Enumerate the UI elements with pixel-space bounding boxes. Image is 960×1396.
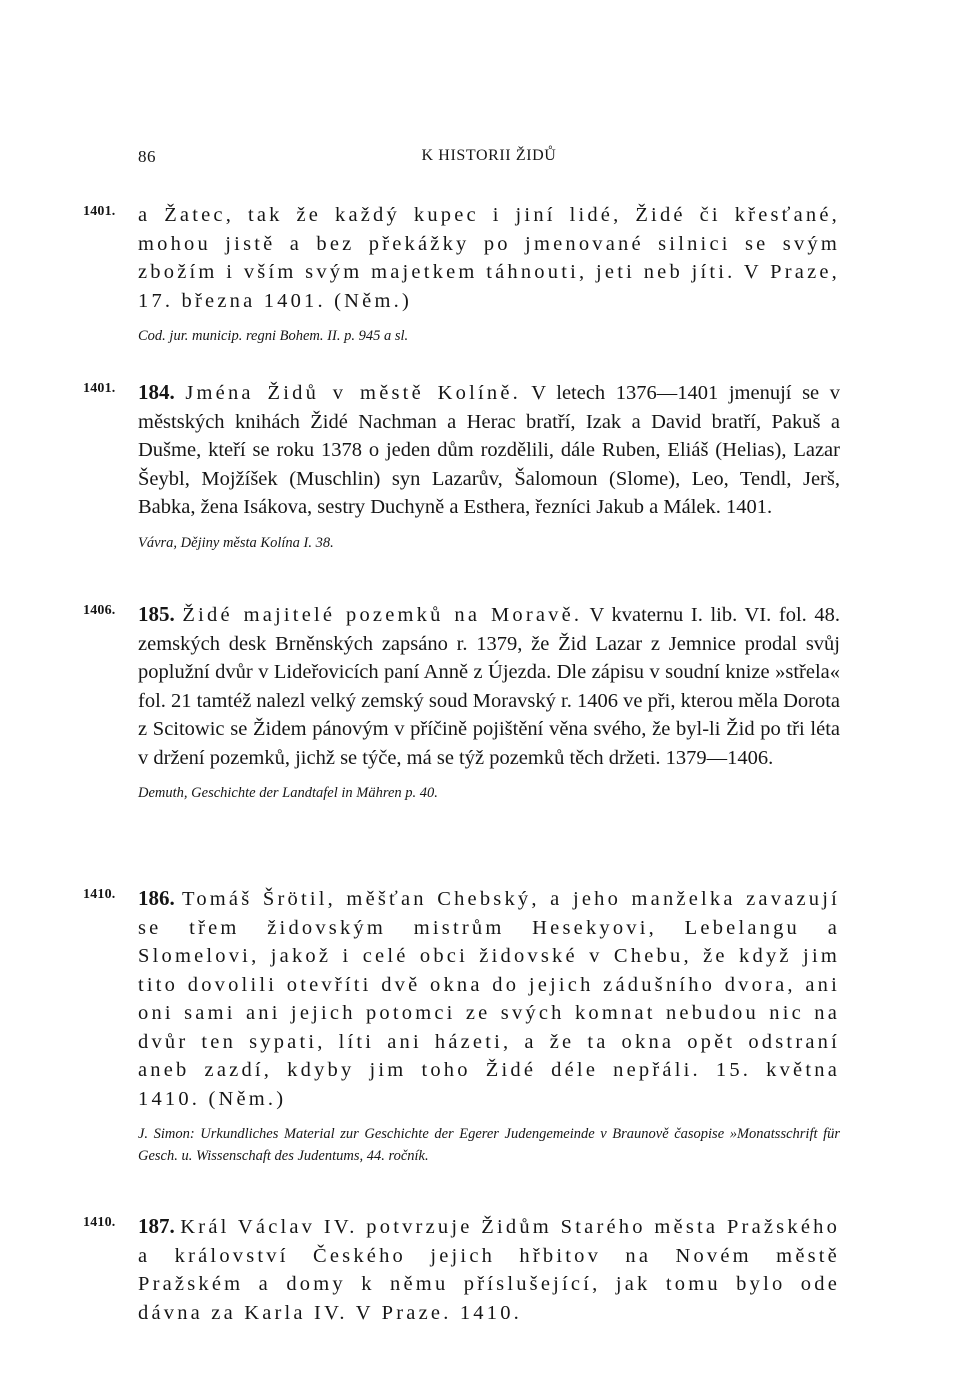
entry-year: 1401. <box>83 204 116 219</box>
entry-187 <box>83 1212 841 1327</box>
entry-185 <box>83 600 841 804</box>
entry-year: 1406. <box>83 603 116 618</box>
running-header <box>138 147 840 171</box>
entry-continuation <box>83 201 840 347</box>
entry-body: a Žatec, tak že každý kupec i jiní lidé, Židé či křesťané, mohou jistě a bez překážky po jmenované silnici se svým zbožím i vším svým majetkem táhnouti, jeti neb jíti. V Praze, 17. března 1401. (Něm.) <box>138 204 840 312</box>
entry-title: Jména Židů v městě Kolíně. <box>185 382 521 404</box>
entry-source: J. Simon: Urkundliches Material zur Geschichte der Egerer Judengemeinde v Braunově časopise »Monatsschrift für Gesch. u. Wissenschaft des Judentums, 44. ročník. <box>138 1126 840 1164</box>
entry-number: 187. <box>138 1214 175 1238</box>
entry-year: 1410. <box>83 887 116 902</box>
entry-text <box>138 378 840 522</box>
entry-year: 1410. <box>83 1215 116 1230</box>
entry-number: 184. <box>138 380 175 404</box>
entry-number: 185. <box>138 602 175 626</box>
entry-source: Vávra, Dějiny města Kolína I. 38. <box>138 534 334 551</box>
entry-text <box>138 1212 840 1327</box>
entry-text <box>138 600 840 772</box>
page-title: K HISTORII ŽIDŮ <box>421 147 557 164</box>
entry-number: 186. <box>138 886 175 910</box>
entry-body: Král Václav IV. potvrzuje Židům Starého města Pražského a království Českého jejich hřbitov na Novém městě Pražském a domy k němu příslušející, jak tomu bylo ode dávna za Karla IV. V Praze. 1410. <box>138 1216 841 1324</box>
entry-186 <box>83 884 841 1167</box>
page-number: 86 <box>138 147 156 166</box>
entry-title: Židé majitelé pozemků na Moravě. <box>182 604 583 626</box>
entry-source: Demuth, Geschichte der Landtafel in Mähren p. 40. <box>138 785 438 801</box>
entry-text <box>138 884 840 1113</box>
entry-source: Cod. jur. municip. regni Bohem. II. p. 945 a sl. <box>138 328 409 344</box>
entry-body: V kvaternu I. lib. VI. fol. 48. zemských desk Brněnských zapsáno r. 1379, že Žid Lazar z Jemnice prodal svůj poplužní dvůr v Lideřovicích paní Anně z Újezda. Dle zápisu v soudní knize »střela« fol. 21 tamtéž nalezl velký zemský soud Moravský r. 1406 ve při, kterou měla Dorota z Scitowic se Židem pánovým v příčině pojištění věna svého, že byl-li Žid po tři léta v držení pozemků, jichž se týče, má se týž pozemků těch držeti. 1379—1406. <box>138 604 841 769</box>
entry-body: V letech 1376—1401 jmenují se v městských knihách Židé Nachman a Herac bratří, Izak a David bratří, Pakuš a Dušme, kteří se roku 1378 o jeden dům rozdělili, dále Ruben, Eliáš (Helias), Lazar Šeybl, Mojžíšek (Muschlin) syn Lazarův, Šalomoun (Slome), Leo, Tendl, Jerš, Babka, žena Isákova, sestry Duchyně a Esthera, řezníci Jakub a Málek. 1401. <box>138 382 840 518</box>
entry-body: Tomáš Šrötil, měšťan Chebský, a jeho manželka zavazují se třem židovským mistrům Hesekyovi, Lebelangu a Slomelovi, jakož i celé obci židovské v Chebu, že když jim tito dovolili otevříti dvě okna do jejich zádušního dvora, ani oni sami ani jejich potomci ze svých komnat nebudou nic na dvůr ten sypati, líti ani házeti, a že ta okna opět odstraní aneb zazdí, kdyby jim toho Židé déle nepřáli. 15. května 1410. (Něm.) <box>138 888 841 1110</box>
entry-year: 1401. <box>83 381 116 396</box>
entry-text <box>138 201 840 315</box>
entry-184 <box>83 378 840 554</box>
